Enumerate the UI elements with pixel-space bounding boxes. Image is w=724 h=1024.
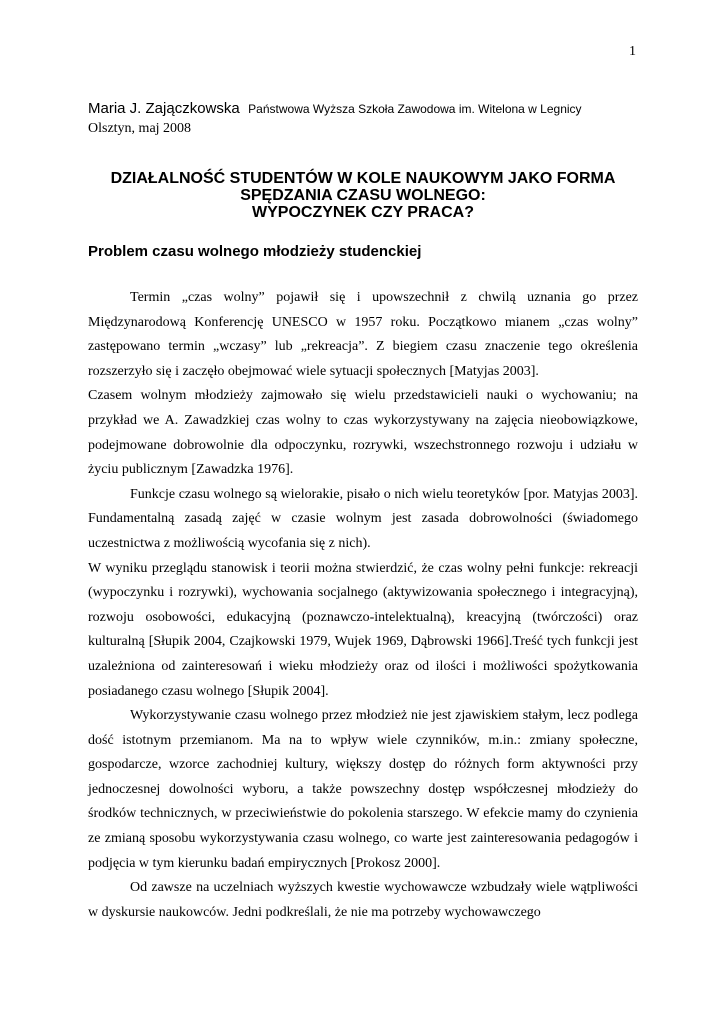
title-line-1: DZIAŁALNOŚĆ STUDENTÓW W KOLE NAUKOWYM JAKO FORMA (110, 170, 616, 187)
title-line-3: WYPOCZYNEK CZY PRACA? (252, 204, 474, 221)
paragraph: Wykorzystywanie czasu wolnego przez młodzież nie jest zjawiskiem stałym, lecz podlega dość istotnym przemianom. Ma na to wpływ wiele czynników, m.in.: zmiany społeczne, gospodarcze, wzorce zachodniej kultury, większy dostęp do różnych form aktywności przy jednoczesnej dowolności wyboru, a także powszechny dostęp współczesnej młodzieży do środków technicznych, w przeciwieństwie do pokolenia starszego. W efekcie mamy do czynienia ze zmianą sposobu wykorzystywania czasu wolnego, co warte jest zainteresowania pedagogów i podjęcia w tym kierunku badań empirycznych [Prokosz 2000]. (88, 708, 638, 871)
document-header (88, 100, 648, 138)
paper-title (88, 170, 638, 221)
author-line (88, 100, 648, 118)
author-name: Maria J. Zajączkowska (88, 100, 240, 117)
author-affiliation: Państwowa Wyższa Szkoła Zawodowa im. Witelona w Legnicy (248, 102, 582, 116)
paragraph: W wyniku przeglądu stanowisk i teorii można stwierdzić, że czas wolny pełni funkcje: rekreacji (wypoczynku i rozrywki), wychowania socjalnego (aktywizowania społecznego i integracyjną), rozwoju osobowości, edukacyjną (poznawczo-intelektualną), kreacyjną (twórczości) oraz kulturalną [Słupik 2004, Czajkowski 1979, Wujek 1969, Dąbrowski 1966].Treść tych funkcji jest uzależniona od zainteresowań i wieku młodzieży oraz od ilości i możliwości spożytkowania posiadanego czasu wolnego [Słupik 2004]. (88, 560, 638, 699)
paragraph: Funkcje czasu wolnego są wielorakie, pisało o nich wielu teoretyków [por. Matyjas 2003]. Fundamentalną zasadą zajęć w czasie wolnym jest zasada dobrowolności (świadomego uczestnictwa z możliwością wycofania się z nich). (88, 486, 638, 551)
paragraph: Czasem wolnym młodzieży zajmowało się wielu przedstawicieli nauki o wychowaniu; na przykład we A. Zawadzkiej czas wolny to czas wykorzystywany na zajęcia nieobowiązkowe, podejmowane dobrowolnie dla odpoczynku, rozrywki, wszechstronnego rozwoju i udziału w życiu publicznym [Zawadzka 1976]. (88, 388, 638, 478)
title-line-2: SPĘDZANIA CZASU WOLNEGO: (240, 187, 486, 204)
paragraph: Termin „czas wolny” pojawił się i upowszechnił z chwilą uznania go przez Międzynarodową Konferencję UNESCO w 1957 roku. Początkowo mianem „czas wolny” zastępowano termin „wczasy” lub „rekreacja”. Z biegiem czasu znaczenie tego określenia rozszerzyło się i zaczęło obejmować wiele sytuacji społecznych [Matyjas 2003]. (88, 290, 638, 379)
paragraph: Od zawsze na uczelniach wyższych kwestie wychowawcze wzbudzały wiele wątpliwości w dyskursie naukowców. Jedni podkreślali, że nie ma potrzeby wychowawczego (88, 880, 638, 920)
place-date: Olsztyn, maj 2008 (88, 121, 192, 136)
body-text (88, 286, 638, 925)
section-heading: Problem czasu wolnego młodzieży studenckiej (88, 243, 422, 260)
page-number: 1 (629, 44, 636, 59)
